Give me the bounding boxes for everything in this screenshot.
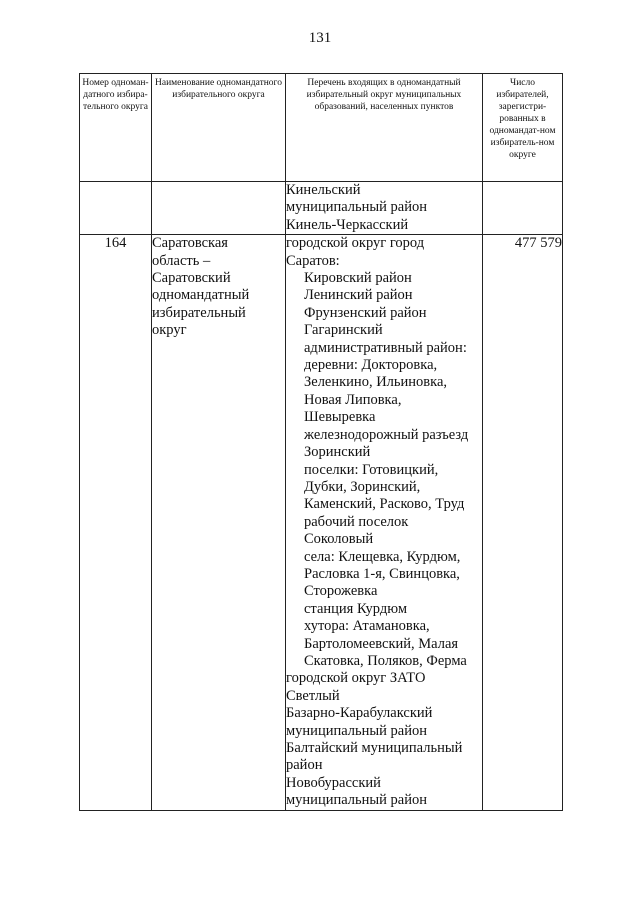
municipality-line: хутора: Атамановка, (304, 618, 430, 635)
municipality-line: поселки: Готовицкий, (304, 461, 439, 478)
continuation-line: Кинель-Черкасский (286, 216, 409, 233)
district-name-line: Саратовская (152, 235, 228, 252)
district-name-line: избирательный (152, 304, 246, 321)
district-name-line: округ (152, 322, 187, 339)
municipality-line: Саратов: (286, 252, 340, 269)
municipality-line: муниципальный район (286, 792, 427, 809)
municipality-line: Шевыревка (304, 409, 376, 426)
municipality-line: Зоринский (304, 444, 371, 461)
municipality-line: Балтайский муниципальный (286, 740, 463, 756)
continuation-number-cell (80, 182, 152, 235)
municipality-line: станция Курдюм (304, 600, 408, 617)
municipality-list (286, 235, 483, 810)
district-number: 164 (80, 235, 152, 810)
district-name-line: Саратовский (152, 270, 231, 287)
continuation-name-cell (152, 182, 286, 235)
header-district-name: Наименование одномандатного избирательного округа (152, 74, 286, 182)
municipality-line: муниципальный район (286, 722, 427, 739)
municipality-line: Каменский, Расково, Труд (304, 496, 465, 513)
municipality-line: рабочий поселок (304, 513, 409, 530)
municipality-line: Гагаринский (304, 322, 383, 339)
municipality-line: Ленинский район (304, 287, 413, 304)
municipality-line: Бартоломеевский, Малая (304, 635, 459, 652)
municipality-line: район (286, 757, 323, 774)
municipality-line: Кировский район (304, 270, 412, 287)
continuation-voters-cell (483, 182, 563, 235)
municipality-line: Соколовый (304, 531, 374, 548)
header-voters: Число избирателей, зарегистри-рованных в одномандат-ном избиратель-ном округе (483, 74, 563, 182)
districts-table (79, 73, 563, 811)
municipality-line: Зеленкино, Ильиновка, (304, 374, 448, 391)
municipality-line: Светлый (286, 687, 340, 704)
municipality-line: административный район: (304, 339, 467, 356)
municipality-line: Скатовка, Поляков, Ферма (304, 652, 467, 669)
continuation-list-cell (286, 182, 483, 235)
municipality-line: Дубки, Зоринский, (304, 478, 421, 495)
municipality-line: Новая Липовка, (304, 391, 402, 408)
municipality-line: городской округ город (286, 235, 425, 252)
district-name-line: область – (152, 252, 211, 269)
municipality-line: деревни: Докторовка, (304, 357, 438, 374)
municipality-line: городской округ ЗАТО (286, 670, 426, 687)
municipality-line: Новобурасский (286, 774, 381, 791)
municipality-line: железнодорожный разъезд (304, 426, 469, 443)
municipality-line: Сторожевка (304, 583, 378, 600)
header-row (80, 74, 563, 182)
municipality-line: Фрунзенский район (304, 304, 427, 321)
continuation-line: Кинельский (286, 182, 361, 198)
continuation-line: муниципальный район (286, 199, 427, 216)
page-number: 131 (308, 30, 332, 46)
header-number: Номер одноман-датного избира-тельного округа (80, 74, 152, 182)
district-row (80, 235, 563, 810)
district-name (152, 235, 286, 810)
voters-count: 477 579 (483, 235, 563, 810)
municipality-line: Базарно-Карабулакский (286, 705, 433, 722)
header-municipalities: Перечень входящих в одномандатный избирательный округ муниципальных образований, населенных пунктов (286, 74, 483, 182)
continuation-row (80, 182, 563, 235)
district-name-line: одномандатный (152, 287, 250, 304)
municipality-line: села: Клещевка, Курдюм, (304, 548, 461, 565)
municipality-line: Расловка 1-я, Свинцовка, (304, 565, 460, 582)
